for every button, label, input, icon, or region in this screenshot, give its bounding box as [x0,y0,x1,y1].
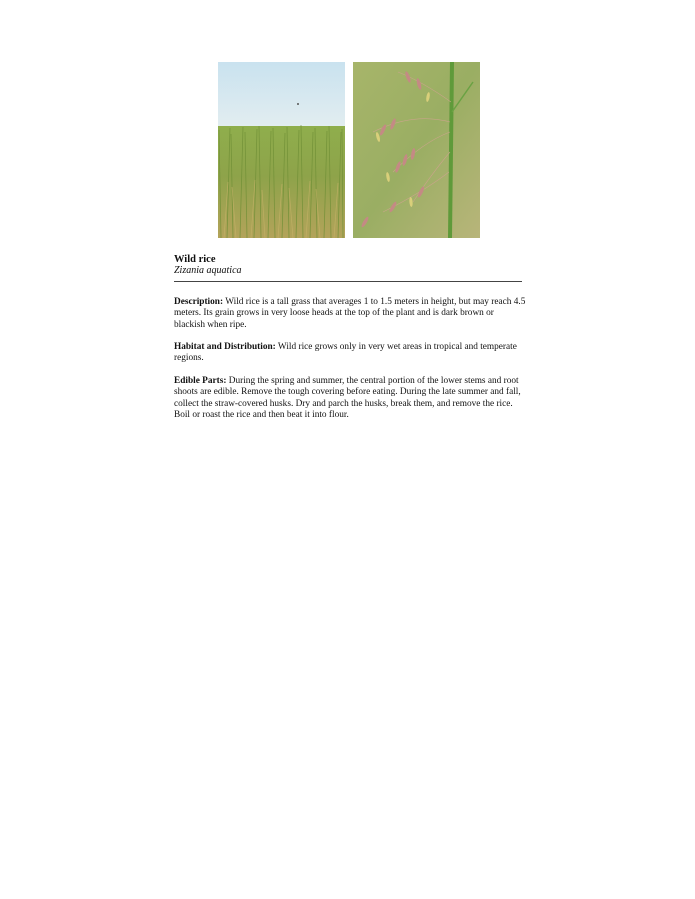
header-divider [174,281,522,282]
description-section [174,297,526,331]
wild-rice-grain-photo [353,62,480,238]
description-heading: Description: [174,297,224,307]
habitat-text: Wild rice grows only in very wet areas in tropical and temperate regions. [174,342,517,364]
scientific-name: Zizania aquatica [174,265,242,276]
wild-rice-field-photo [218,62,345,238]
description-text: Wild rice is a tall grass that averages 1 to 1.5 meters in height, but may reach 4.5 meters. Its grain grows in very loose heads at the top of the plant and is dark brown or blackish when ripe. [174,297,526,330]
edible-parts-section [174,376,526,422]
habitat-heading: Habitat and Distribution: [174,342,276,352]
plant-title: Wild rice [174,254,216,265]
habitat-section [174,342,526,365]
edible-parts-heading: Edible Parts: [174,376,227,386]
edible-parts-text: During the spring and summer, the central portion of the lower stems and root shoots are edible. Remove the tough covering before eating. During the late summer and fall, collect the straw-covered husks. Dry and parch the husks, break them, and remove the rice. Boil or roast the rice and then beat it into flour. [174,376,521,421]
